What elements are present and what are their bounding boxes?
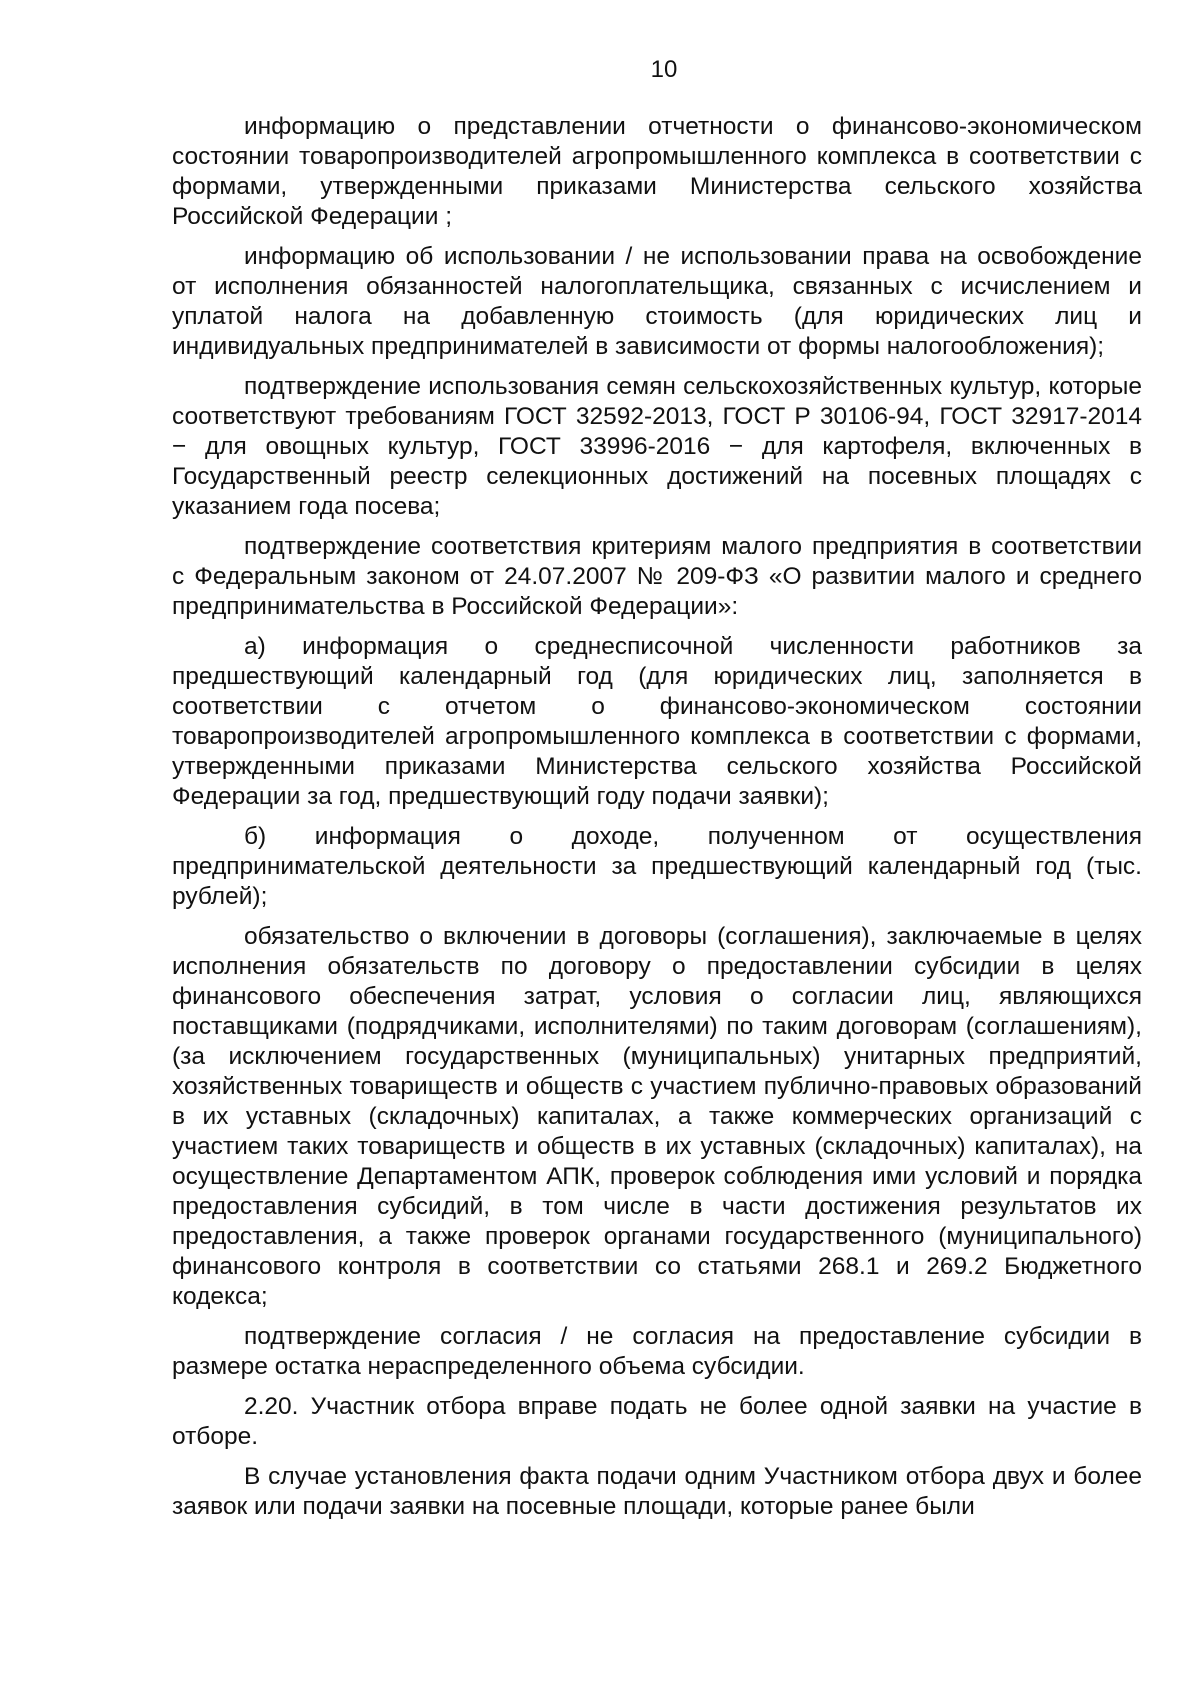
paragraph-financial-report-info: информацию о представлении отчетности о финансово-экономическом состоянии товаропроизводителей агропромышленного комплекса в соответствии с формами, утвержденными приказами Министерства сельского хозяйства Российской Федерации ; (172, 113, 1142, 230)
paragraph-small-business-criteria: подтверждение соответствия критериям малого предприятия в соответствии с Федеральным законом от 24.07.2007 № 209-ФЗ «О развитии малого и среднего предпринимательства в Российской Федерации»: (172, 533, 1142, 620)
paragraph-income-info: б) информация о доходе, полученном от осуществления предпринимательской деятельности за предшествующий календарный год (тыс. рублей); (172, 823, 1142, 910)
paragraph-subsidy-remainder-consent: подтверждение согласия / не согласия на предоставление субсидии в размере остатка нераспределенного объема субсидии. (172, 1323, 1142, 1380)
paragraph-multiple-applications: В случае установления факта подачи одним Участником отбора двух и более заявок или подачи заявки на посевные площади, которые ранее были (172, 1463, 1142, 1520)
document-body (172, 112, 1142, 1532)
paragraph-contract-obligation: обязательство о включении в договоры (соглашения), заключаемые в целях исполнения обязательств по договору о предоставлении субсидии в целях финансового обеспечения затрат, условия о согласии лиц, являющихся поставщиками (подрядчиками, исполнителями) по таким договорам (соглашениям), (за исключением государственных (муниципальных) унитарных предприятий, хозяйственных товариществ и обществ с участием публично-правовых образований в их уставных (складочных) капиталах, а также коммерческих организаций с участием таких товариществ и обществ в их уставных (складочных) капиталах), на осуществление Департаментом АПК, проверок соблюдения ими условий и порядка предоставления субсидий, в том числе в части достижения результатов их предоставления, а также проверок органами государственного (муниципального) финансового контроля в соответствии со статьями 268.1 и 269.2 Бюджетного кодекса; (172, 923, 1142, 1310)
paragraph-vat-exemption-info: информацию об использовании / не использовании права на освобождение от исполнения обязанностей налогоплательщика, связанных с исчислением и уплатой налога на добавленную стоимость (для юридических лиц и индивидуальных предпринимателей в зависимости от формы налогообложения); (172, 243, 1142, 360)
paragraph-section-2-20: 2.20. Участник отбора вправе подать не более одной заявки на участие в отборе. (172, 1393, 1142, 1450)
paragraph-employee-count-info: а) информация о среднесписочной численности работников за предшествующий календарный год (для юридических лиц, заполняется в соответствии с отчетом о финансово-экономическом состоянии товаропроизводителей агропромышленного комплекса в соответствии с формами, утвержденными приказами Министерства сельского хозяйства Российской Федерации за год, предшествующий году подачи заявки); (172, 633, 1142, 810)
paragraph-seed-usage-confirmation: подтверждение использования семян сельскохозяйственных культур, которые соответствуют требованиям ГОСТ 32592-2013, ГОСТ Р 30106-94, ГОСТ 32917-2014 − для овощных культур, ГОСТ 33996-2016 − для картофеля, включенных в Государственный реестр селекционных достижений на посевных площадях с указанием года посева; (172, 373, 1142, 520)
page-number: 10 (650, 56, 678, 83)
